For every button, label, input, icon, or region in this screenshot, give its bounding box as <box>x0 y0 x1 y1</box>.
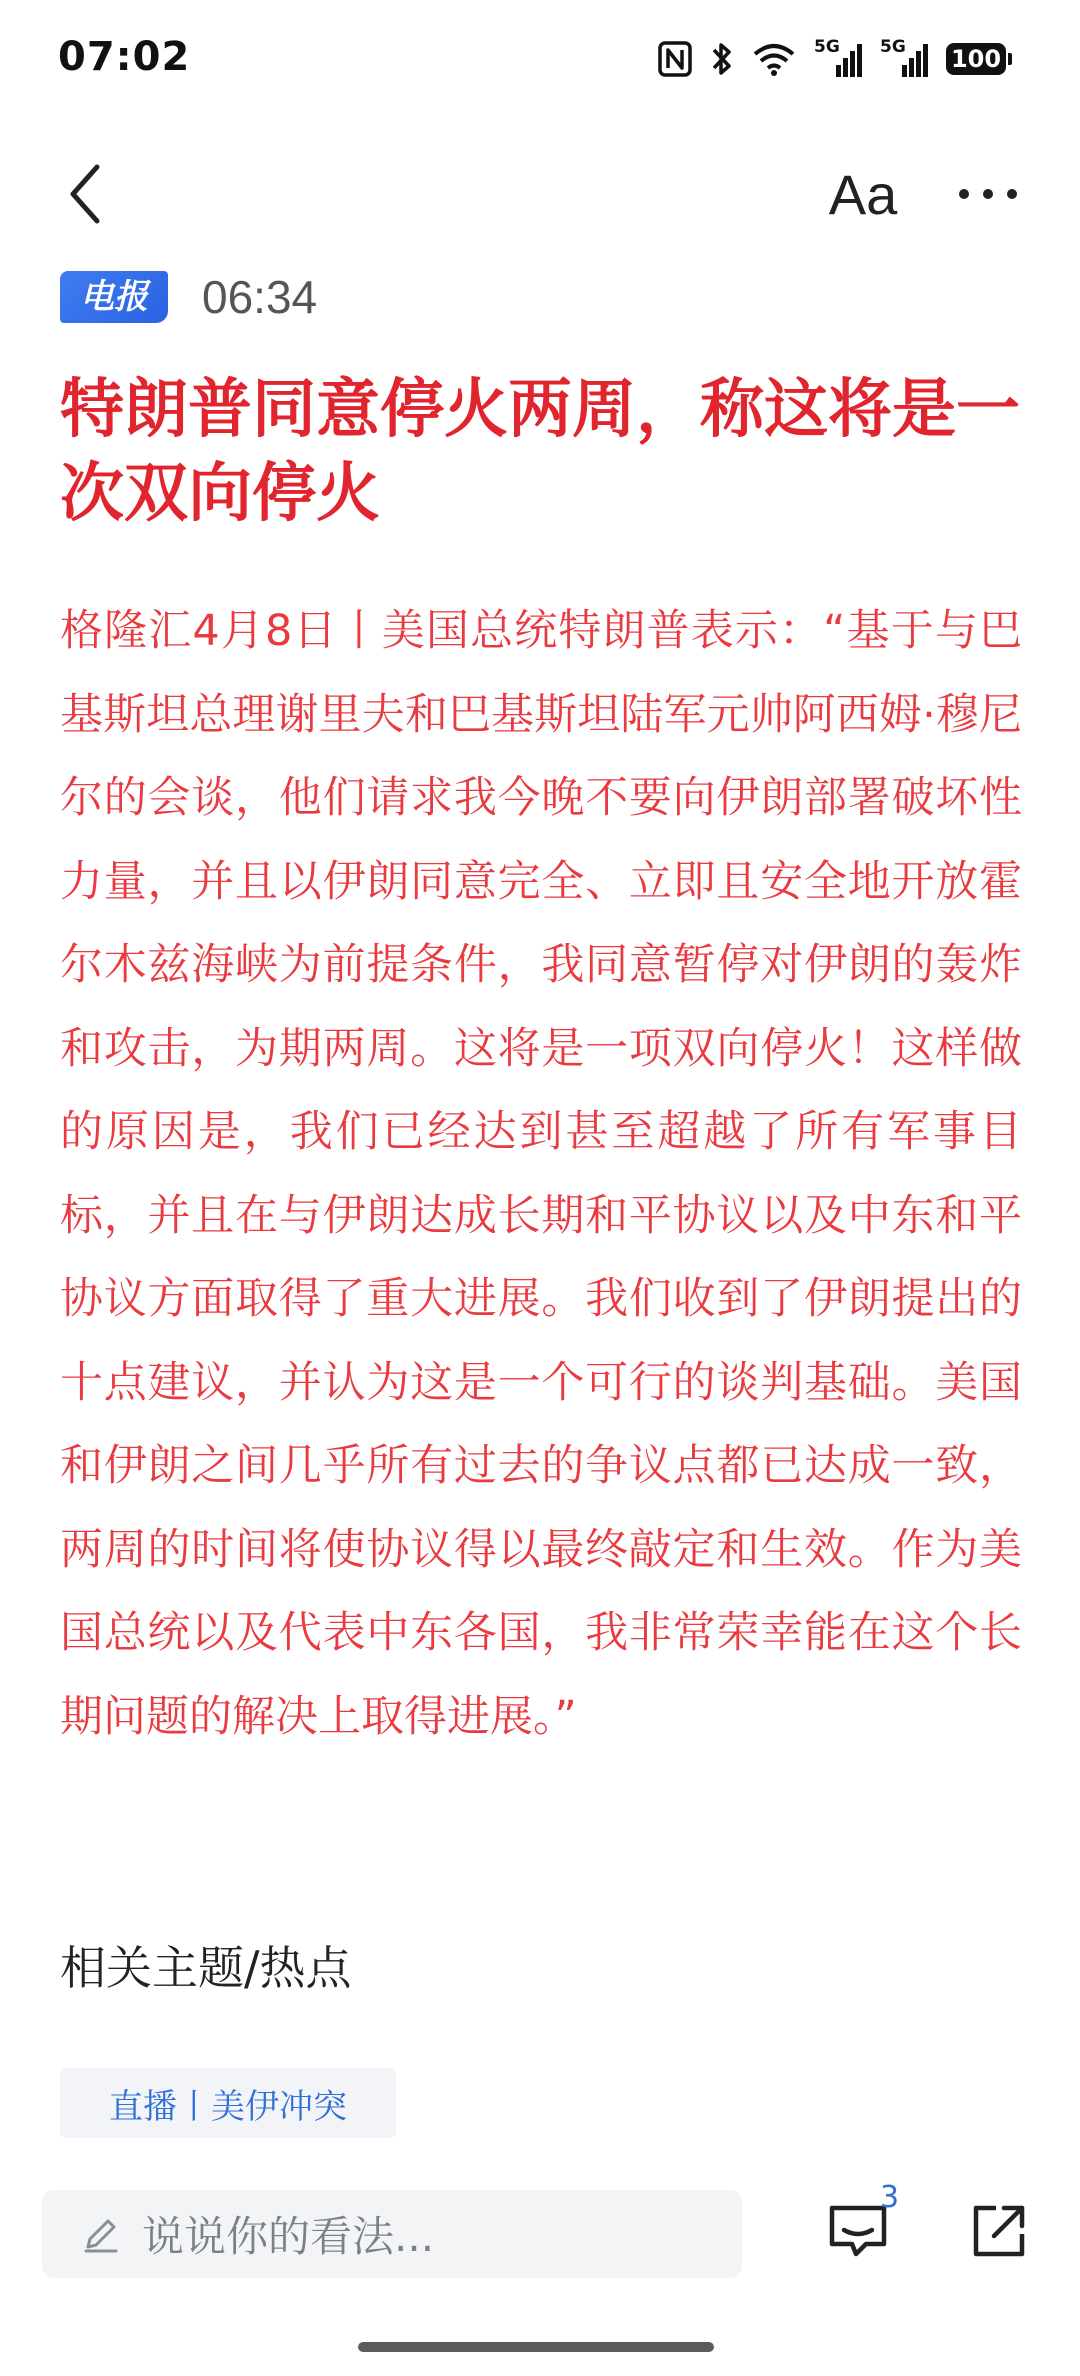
telegraph-tag: 电报 <box>60 271 168 323</box>
share-icon <box>968 2200 1030 2262</box>
more-horizontal-icon <box>958 188 1018 200</box>
comment-placeholder: 说说你的看法... <box>142 2212 435 2261</box>
article-meta <box>60 270 317 324</box>
back-button[interactable] <box>50 156 120 232</box>
comment-count-badge: 3 <box>880 2180 900 2215</box>
status-time: 07:02 <box>58 34 191 80</box>
article-title: 特朗普同意停火两周，称这将是一次双向停火 <box>60 373 1020 531</box>
network-type-label: 5G <box>814 37 840 57</box>
article-body: 格隆汇4月8日丨美国总统特朗普表示：“基于与巴基斯坦总理谢里夫和巴基斯坦陆军元帅阿西姆·穆尼尔的会谈，他们请求我今晚不要向伊朗部署破坏性力量，并且以伊朗同意完全、立即且安全地开放霍尔木兹海峡为前提条件，我同意暂停对伊朗的轰炸和攻击，为期两周。这将是一项双向停火！这样做的原因是，我们已经达到甚至超越了所有军事目标，并且在与伊朗达成长期和平协议以及中东和平协议方面取得了重大进展。我们收到了伊朗提出的十点建议，并认为这是一个可行的谈判基础。美国和伊朗之间几乎所有过去的争议点都已达成一致，两周的时间将使协议得以最终敲定和生效。作为美国总统以及代表中东各国，我非常荣幸能在这个长期问题的解决上取得进展。” <box>60 606 1022 1742</box>
publish-time: 06:34 <box>202 271 318 323</box>
related-topic-chip[interactable]: 直播丨美伊冲突 <box>60 2068 396 2138</box>
bluetooth-icon <box>710 40 734 78</box>
battery-icon <box>946 43 1012 75</box>
wifi-icon <box>752 42 796 76</box>
home-indicator[interactable] <box>358 2342 714 2352</box>
chevron-left-icon <box>65 163 105 225</box>
edit-icon <box>80 2213 122 2255</box>
status-icons <box>658 37 1012 78</box>
status-bar <box>0 0 1080 126</box>
signal-5g-icon <box>814 37 862 77</box>
font-size-button[interactable]: Aa <box>828 162 898 226</box>
related-section-title: 相关主题/热点 <box>60 1941 352 1995</box>
network-type-label: 5G <box>880 37 906 57</box>
comment-input[interactable] <box>42 2190 742 2278</box>
share-button[interactable] <box>968 2200 1030 2262</box>
battery-level: 100 <box>946 43 1006 75</box>
signal-5g-icon <box>880 37 928 77</box>
more-button[interactable] <box>948 156 1028 232</box>
top-nav <box>0 150 1080 240</box>
nfc-icon <box>658 41 692 77</box>
